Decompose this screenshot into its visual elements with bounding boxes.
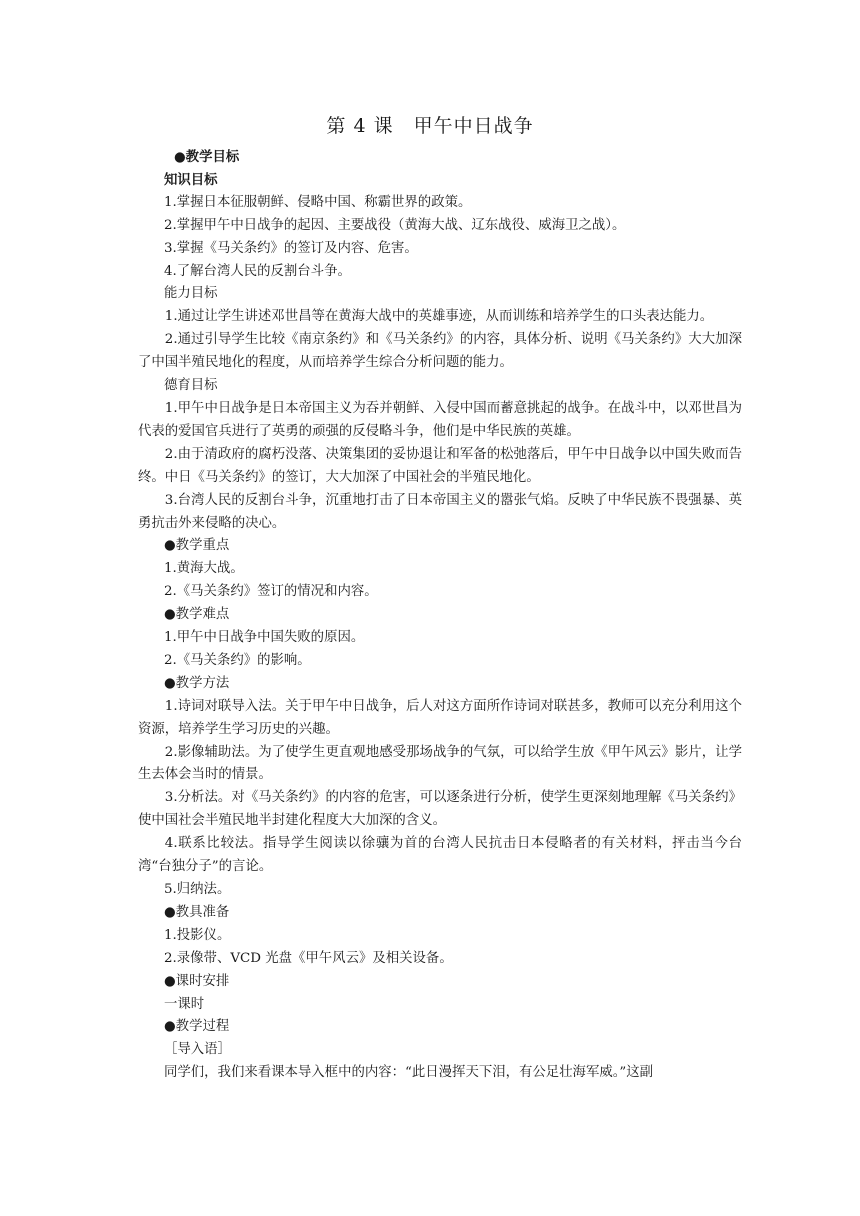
section-heading-process: ●教学过程: [164, 1019, 230, 1035]
lesson-title: 第 4 课 甲午中日战争: [326, 115, 534, 137]
knowledge-item-3: 3.掌握《马关条约》的签订及内容、危害。: [164, 240, 418, 256]
key-point-2: 2.《马关条约》签订的情况和内容。: [164, 584, 378, 600]
tool-item-1: 1.投影仪。: [164, 927, 231, 943]
tool-item-2: 2.录像带、VCD 光盘《甲午风云》及相关设备。: [164, 950, 453, 966]
subheading-moral: 德育目标: [164, 378, 218, 394]
section-heading-difficulties: ●教学难点: [164, 607, 230, 623]
key-point-1: 1.黄海大战。: [164, 561, 244, 577]
intro-text: 同学们，我们来看课本导入框中的内容：“此日漫挥天下泪，有公足壮海军威。”这副: [164, 1065, 654, 1081]
section-heading-tools: ●教具准备: [164, 904, 230, 920]
ability-item-1: 1.通过让学生讲述邓世昌等在黄海大战中的英雄事迹，从而训练和培养学生的口头表达能力。: [164, 309, 714, 325]
document-body: [138, 146, 742, 1085]
difficulty-2: 2.《马关条约》的影响。: [164, 652, 311, 668]
moral-item-3: 3.台湾人民的反割台斗争，沉重地打击了日本帝国主义的嚣张气焰。反映了中华民族不畏强暴、英勇抗击外来侵略的决心。: [138, 492, 742, 531]
method-item-5: 5.归纳法。: [164, 882, 231, 897]
moral-item-1: 1.甲午中日战争是日本帝国主义为吞并朝鲜、入侵中国而蓄意挑起的战争。在战斗中，以邓世昌为代表的爱国官兵进行了英勇的顽强的反侵略斗争，他们是中华民族的英雄。: [138, 400, 742, 439]
section-heading-methods: ●教学方法: [164, 675, 230, 691]
intro-label: ［导入语］: [164, 1042, 231, 1058]
method-item-1: 1.诗词对联导入法。关于甲午中日战争，后人对这方面所作诗词对联甚多，教师可以充分利用这个资源，培养学生学习历史的兴趣。: [138, 698, 742, 737]
ability-item-2: 2.通过引导学生比较《南京条约》和《马关条约》的内容，具体分析、说明《马关条约》大大加深了中国半殖民地化的程度，从而培养学生综合分析问题的能力。: [138, 332, 742, 371]
subheading-ability: 能力目标: [164, 286, 218, 302]
section-heading-goals: ●教学目标: [174, 149, 240, 165]
method-item-2: 2.影像辅助法。为了使学生更直观地感受那场战争的气氛，可以给学生放《甲午风云》影片，让学生去体会当时的情景。: [138, 744, 742, 783]
knowledge-item-2: 2.掌握甲午中日战争的起因、主要战役（黄海大战、辽东战役、威海卫之战）。: [164, 217, 626, 233]
subheading-knowledge: 知识目标: [164, 171, 218, 188]
section-heading-key-points: ●教学重点: [164, 538, 230, 554]
moral-item-2: 2.由于清政府的腐朽没落、决策集团的妥协退让和军备的松弛落后，甲午中日战争以中国失败而告终。中日《马关条约》的签订，大大加深了中国社会的半殖民地化。: [138, 446, 742, 485]
knowledge-item-1: 1.掌握日本征服朝鲜、侵略中国、称霸世界的政策。: [164, 194, 472, 210]
method-item-4: 4.联系比较法。指导学生阅读以徐骧为首的台湾人民抗击日本侵略者的有关材料，抨击当今台湾“台独分子”的言论。: [138, 836, 742, 875]
section-heading-schedule: ●课时安排: [164, 973, 230, 989]
schedule-value: 一课时: [164, 996, 205, 1012]
difficulty-1: 1.甲午中日战争中国失败的原因。: [164, 630, 365, 646]
knowledge-item-4: 4.了解台湾人民的反割台斗争。: [164, 263, 351, 279]
method-item-3: 3.分析法。对《马关条约》的内容的危害，可以逐条进行分析，使学生更深刻地理解《马关条约》使中国社会半殖民地半封建化程度大大加深的含义。: [138, 790, 742, 829]
